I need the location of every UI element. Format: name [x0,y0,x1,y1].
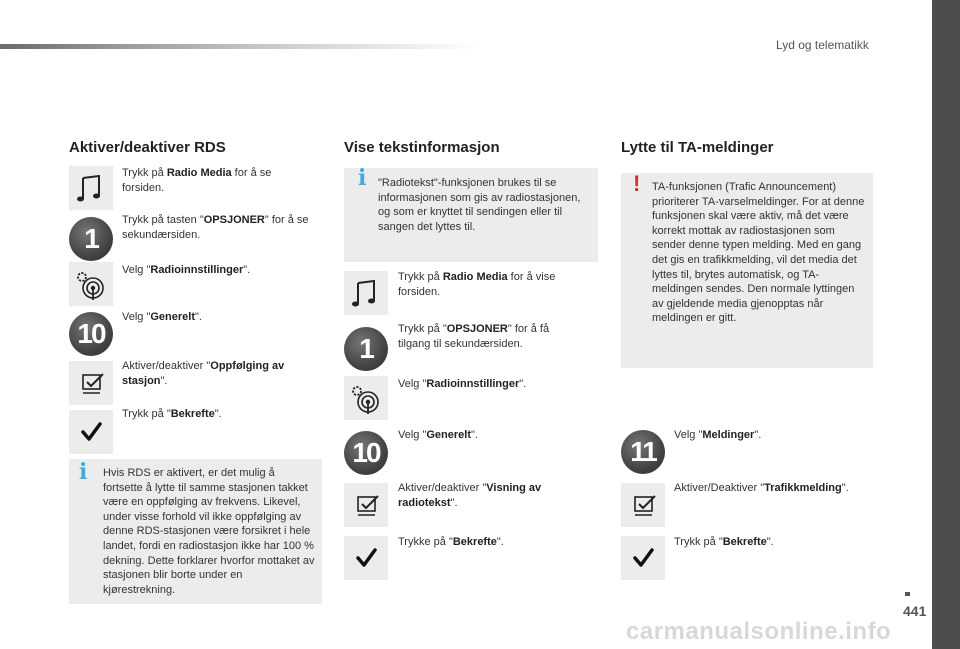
rds-step-4: Velg "Generelt". [122,311,202,323]
checkbox-icon [344,483,388,527]
rds-step-2: Trykk på tasten "OPSJONER" for å se sekundærsiden. [122,214,309,241]
radiotext-step-4: Velg "Generelt". [398,429,478,441]
check-icon [344,536,388,580]
rds-step-1: Trykk på Radio Media for å se forsiden. [122,167,272,194]
number-11-badge: 11 [621,430,665,474]
checkbox-icon [621,483,665,527]
check-icon [69,410,113,454]
radiotext-info-text: "Radiotekst"-funksjonen brukes til se informasjonen som gis av radiostasjonen, og som er knyttet til sendingen eller til sangen det lyttes til. [378,177,581,233]
radio-settings-icon [344,376,388,420]
side-tab [932,0,960,649]
section-title: Lyd og telematikk [776,38,869,52]
page-number: 441 [903,603,927,619]
page-marker [905,592,910,596]
ta-title: Lytte til TA-meldinger [621,139,774,156]
ta-warning-box [621,173,873,368]
checkbox-icon [69,361,113,405]
info-icon: i [358,165,367,191]
number-10-badge: 10 [69,312,113,356]
radiotext-step-1: Trykk på Radio Media for å vise forsiden. [398,271,556,298]
rds-step-6: Trykk på "Bekrefte". [122,408,222,420]
rds-title: Aktiver/deaktiver RDS [69,139,226,156]
number-1-badge: 1 [344,327,388,371]
music-icon [69,166,113,210]
radiotext-title: Vise tekstinformasjon [344,139,500,156]
ta-step-3: Trykk på "Bekrefte". [674,536,774,548]
radiotext-step-5: Aktiver/deaktiver "Visning av radiotekst". [398,482,542,509]
ta-warning-text: TA-funksjonen (Trafic Announcement) prioriterer TA-varselmeldinger. For at denne funksjonen skal være aktiv, må det være korrekt mottak av radiostasjonen som sender denne typen melding. Med en gang det gis en trafikkmelding, vil det media det lyttes til, brytes automatisk, og TA-meldingen sendes. Den normale lyttingen av gjeldende media gjenopptas når meldingen er gitt. [652,181,865,325]
rds-step-5: Aktiver/deaktiver "Oppfølging av stasjon". [122,360,285,387]
ta-step-2: Aktiver/Deaktiver "Trafikkmelding". [674,482,849,494]
header-gradient-bar [0,44,480,49]
radiotext-info-box [344,165,598,262]
warning-icon: ! [633,171,641,196]
check-icon [621,536,665,580]
info-icon: i [79,459,88,485]
watermark: carmanualsonline.info [626,618,892,645]
music-icon [344,271,388,315]
radiotext-step-2: Trykk på "OPSJONER" for å få tilgang til sekundærsiden. [398,323,550,350]
ta-step-1: Velg "Meldinger". [674,429,762,441]
number-1-badge: 1 [69,217,113,261]
radiotext-step-3: Velg "Radioinnstillinger". [398,378,527,390]
number-10-badge: 10 [344,431,388,475]
radio-settings-icon [69,262,113,306]
radiotext-step-6: Trykke på "Bekrefte". [398,536,504,548]
rds-info-box [69,459,322,604]
rds-info-text: Hvis RDS er aktivert, er det mulig å fortsette å lytte til samme stasjonen takket være en oppfølging av frekvens. Likevel, under visse forhold vil ikke oppfølging av denne RDS-stasjonen være forsikret i hele landet, fordi en radiostasjon ikke har 100 % dekning. Dette forklarer hvorfor mottaket av stasjonen blir borte under en kjørestrekning. [103,467,315,596]
rds-step-3: Velg "Radioinnstillinger". [122,264,251,276]
